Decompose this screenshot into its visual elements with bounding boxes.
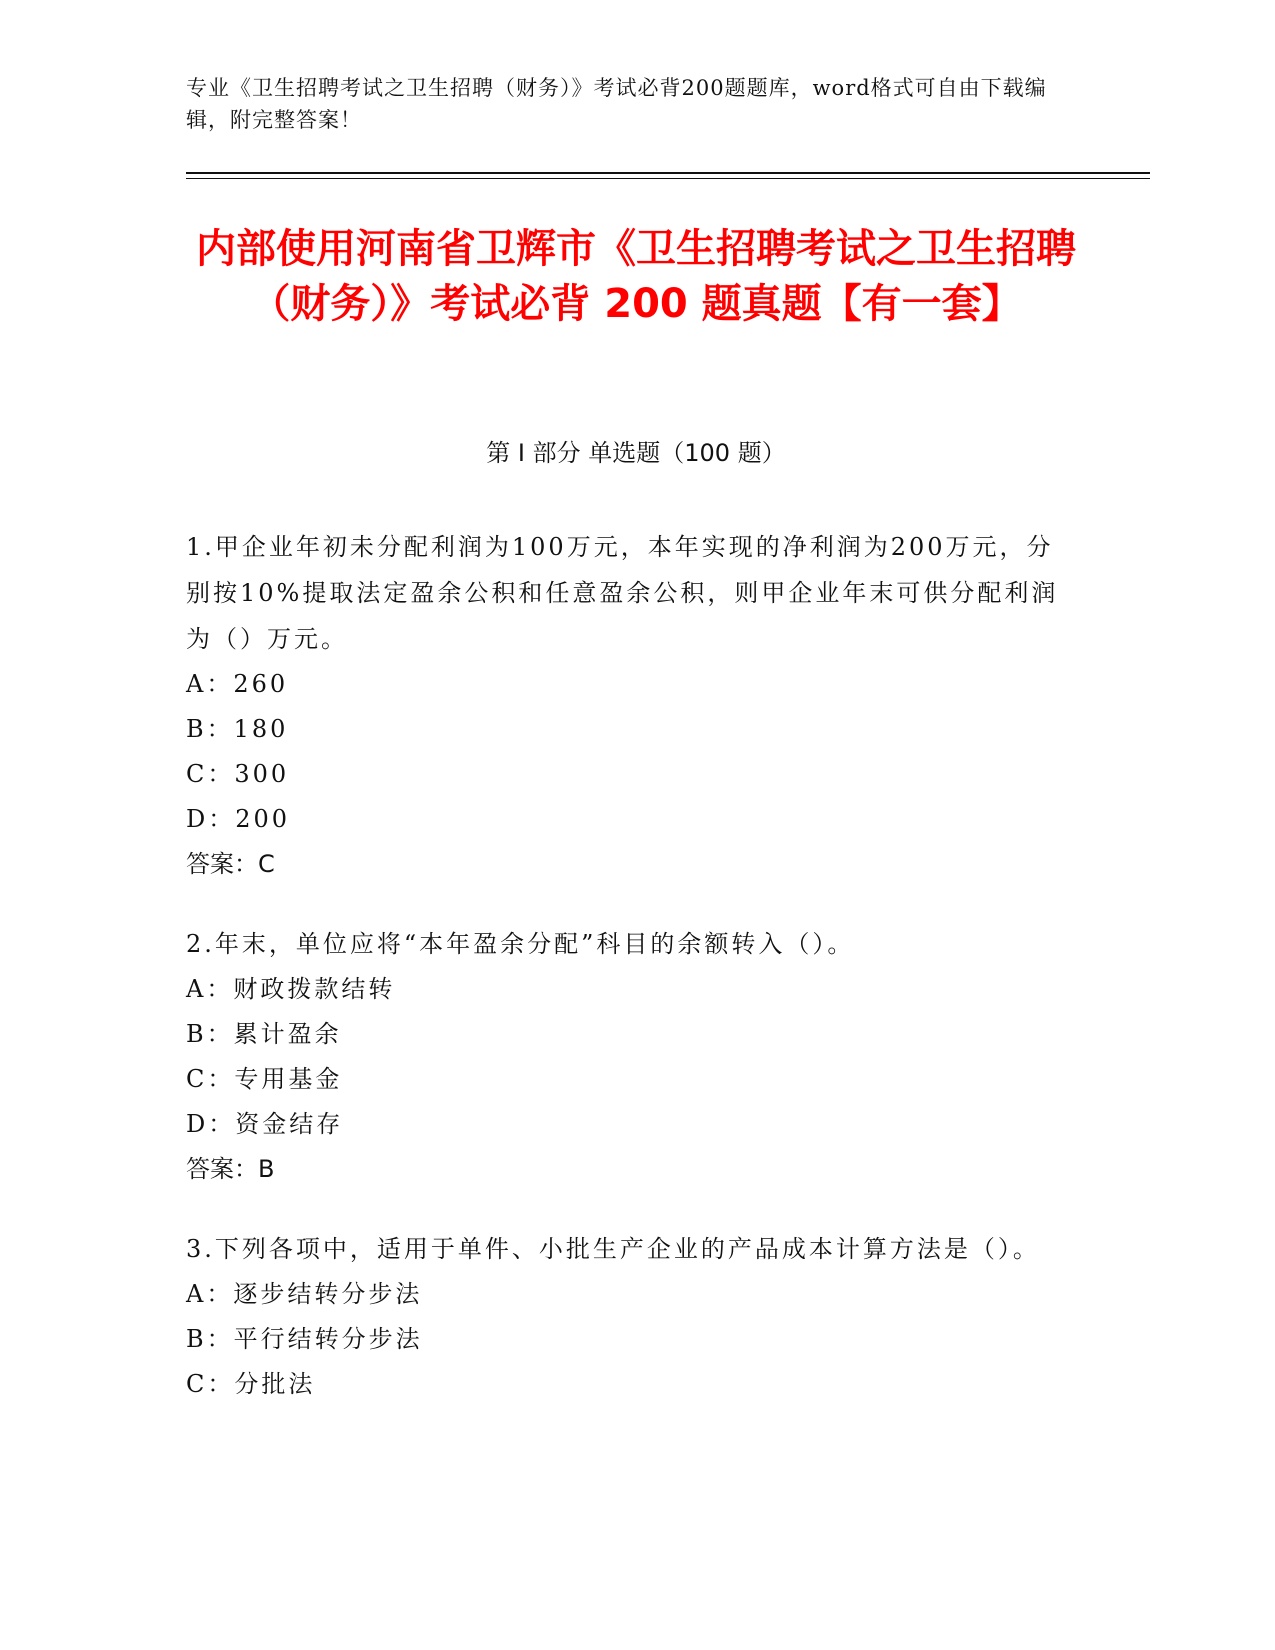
option-c: C：分批法 <box>186 1370 316 1398</box>
question-stem: 3.下列各项中，适用于单件、小批生产企业的产品成本计算方法是（）。 <box>186 1235 1040 1263</box>
option-b: B：180 <box>186 715 289 743</box>
question-list <box>186 524 1066 1441</box>
question-3 <box>186 1226 1066 1407</box>
header-rule-thick <box>186 172 1150 174</box>
option-c: C：300 <box>186 760 290 788</box>
option-a: A：财政拨款结转 <box>186 975 396 1003</box>
option-b: B：累计盈余 <box>186 1020 342 1048</box>
question-stem: 2.年末，单位应将“本年盈余分配”科目的余额转入（）。 <box>186 930 855 958</box>
option-d: D：资金结存 <box>186 1110 344 1138</box>
section-title: 第 I 部分 单选题（100 题） <box>486 439 786 467</box>
option-a: A：逐步结转分步法 <box>186 1280 423 1308</box>
document-title: 内部使用河南省卫辉市《卫生招聘考试之卫生招聘（财务）》考试必背 200 题真题【有一套】 <box>196 226 1076 327</box>
option-d: D：200 <box>186 805 291 833</box>
question-2 <box>186 921 1066 1192</box>
option-c: C：专用基金 <box>186 1065 343 1093</box>
question-1 <box>186 524 1066 887</box>
option-b: B：平行结转分步法 <box>186 1325 423 1353</box>
header-rule-thin <box>186 178 1150 179</box>
answer: 答案：C <box>186 850 275 878</box>
answer: 答案：B <box>186 1155 275 1183</box>
option-a: A：260 <box>186 670 289 698</box>
question-stem: 1.甲企业年初未分配利润为100万元，本年实现的净利润为200万元，分别按10%提取法定盈余公积和任意盈余公积，则甲企业年末可供分配利润为（）万元。 <box>186 533 1059 653</box>
header-note: 专业《卫生招聘考试之卫生招聘（财务）》考试必背200题题库，word格式可自由下载编辑，附完整答案！ <box>186 76 1047 132</box>
